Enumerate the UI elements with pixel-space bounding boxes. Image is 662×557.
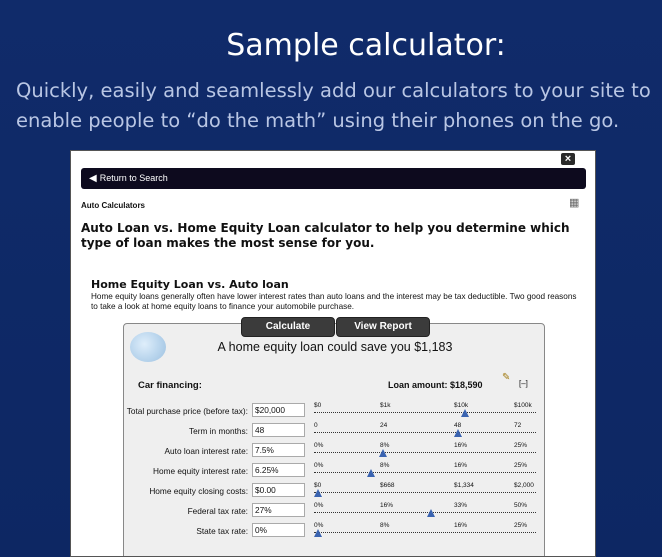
slide-subtitle-line-2: enable people to “do the math” using their phones on the go. <box>16 109 620 132</box>
slider-thumb[interactable] <box>367 469 375 477</box>
value-slider[interactable] <box>314 442 536 462</box>
slider-tick-label: $2,000 <box>514 482 534 489</box>
section-label: Auto Calculators <box>81 201 146 210</box>
slider-tick-label: 24 <box>380 422 388 429</box>
input-label: Term in months: <box>188 426 248 436</box>
input-label: Auto loan interest rate: <box>164 446 248 456</box>
slider-tick-label: $10k <box>454 402 469 409</box>
collapse-toggle[interactable]: [–] <box>519 379 528 388</box>
calculator-description: Home equity loans generally often have lower interest rates than auto loans and the interest may be tax deductible. Two good reasons to take a look at home equity loans to finance your automobile purchase. <box>91 292 577 311</box>
slider-tick-label: 0% <box>314 442 324 449</box>
calculate-button[interactable]: Calculate <box>241 317 335 337</box>
value-input[interactable]: 48 <box>252 423 305 437</box>
input-row <box>124 402 546 422</box>
input-label: Total purchase price (before tax): <box>126 406 248 416</box>
slide-subtitle-line-1: Quickly, easily and seamlessly add our calculators to your site to <box>16 79 651 102</box>
calculator-screenshot <box>70 150 596 557</box>
top-navigation-bar <box>81 168 586 189</box>
value-slider[interactable] <box>314 422 536 442</box>
slider-tick-label: 0 <box>314 422 318 429</box>
slider-tick-label: $668 <box>380 482 395 489</box>
loan-amount: Loan amount: $18,590 <box>388 380 483 390</box>
input-row <box>124 442 546 462</box>
back-arrow-icon[interactable]: ◀ <box>89 173 97 184</box>
value-input[interactable]: 27% <box>252 503 305 517</box>
value-input[interactable]: $0.00 <box>252 483 305 497</box>
slider-track[interactable] <box>314 492 536 493</box>
input-row <box>124 522 546 542</box>
input-label: Home equity interest rate: <box>153 466 248 476</box>
slider-tick-label: 0% <box>314 502 324 509</box>
slider-thumb[interactable] <box>427 509 435 517</box>
slider-track[interactable] <box>314 512 536 513</box>
slider-tick-label: 25% <box>514 442 528 449</box>
slider-tick-label: 8% <box>380 442 390 449</box>
slider-tick-label: 16% <box>454 522 468 529</box>
print-icon[interactable]: ▦ <box>569 197 580 209</box>
slider-tick-label: 33% <box>454 502 468 509</box>
close-button[interactable]: × <box>561 153 575 165</box>
slider-tick-label: $1k <box>380 402 391 409</box>
savings-headline: A home equity loan could save you $1,183 <box>217 340 453 354</box>
input-label: Federal tax rate: <box>187 506 248 516</box>
slider-tick-label: $0 <box>314 482 322 489</box>
slider-track[interactable] <box>314 452 536 453</box>
calculator-intro: Auto Loan vs. Home Equity Loan calculator to help you determine which type of loan makes the most sense for you. <box>81 221 570 250</box>
input-row <box>124 482 546 502</box>
slider-tick-label: 0% <box>314 522 324 529</box>
pencil-icon[interactable]: ✎ <box>502 372 511 383</box>
value-input[interactable]: 6.25% <box>252 463 305 477</box>
slider-track[interactable] <box>314 532 536 533</box>
view-report-button[interactable]: View Report <box>336 317 430 337</box>
slider-tick-label: 25% <box>514 462 528 469</box>
return-to-search-link[interactable]: Return to Search <box>99 173 168 183</box>
slider-tick-label: 16% <box>454 442 468 449</box>
value-input[interactable]: $20,000 <box>252 403 305 417</box>
value-slider[interactable] <box>314 402 536 422</box>
slide-subtitle <box>16 76 656 136</box>
value-slider[interactable] <box>314 462 536 482</box>
slider-thumb[interactable] <box>314 529 322 537</box>
slider-tick-label: 16% <box>454 462 468 469</box>
input-row <box>124 422 546 442</box>
slider-tick-label: $1,334 <box>454 482 474 489</box>
slider-thumb[interactable] <box>461 409 469 417</box>
slider-tick-label: 16% <box>380 502 394 509</box>
calculator-heading: Home Equity Loan vs. Auto loan <box>91 278 289 291</box>
value-slider[interactable] <box>314 482 536 502</box>
input-label: State tax rate: <box>196 526 248 536</box>
input-row <box>124 502 546 522</box>
slide-title: Sample calculator: <box>226 28 506 63</box>
slider-tick-label: 72 <box>514 422 522 429</box>
value-input[interactable]: 7.5% <box>252 443 305 457</box>
slider-track[interactable] <box>314 412 536 413</box>
value-input[interactable]: 0% <box>252 523 305 537</box>
input-row <box>124 462 546 482</box>
slider-tick-label: $0 <box>314 402 322 409</box>
slider-tick-label: 8% <box>380 522 390 529</box>
slider-tick-label: $100k <box>514 402 532 409</box>
slider-track[interactable] <box>314 432 536 433</box>
calculator-panel <box>123 323 545 557</box>
car-financing-label: Car financing: <box>138 380 202 391</box>
slider-tick-label: 50% <box>514 502 528 509</box>
slider-tick-label: 0% <box>314 462 324 469</box>
slider-thumb[interactable] <box>454 429 462 437</box>
value-slider[interactable] <box>314 522 536 542</box>
slider-thumb[interactable] <box>379 449 387 457</box>
slider-tick-label: 25% <box>514 522 528 529</box>
input-label: Home equity closing costs: <box>149 486 248 496</box>
value-slider[interactable] <box>314 502 536 522</box>
slider-tick-label: 8% <box>380 462 390 469</box>
slider-tick-label: 48 <box>454 422 462 429</box>
slider-thumb[interactable] <box>314 489 322 497</box>
slider-track[interactable] <box>314 472 536 473</box>
